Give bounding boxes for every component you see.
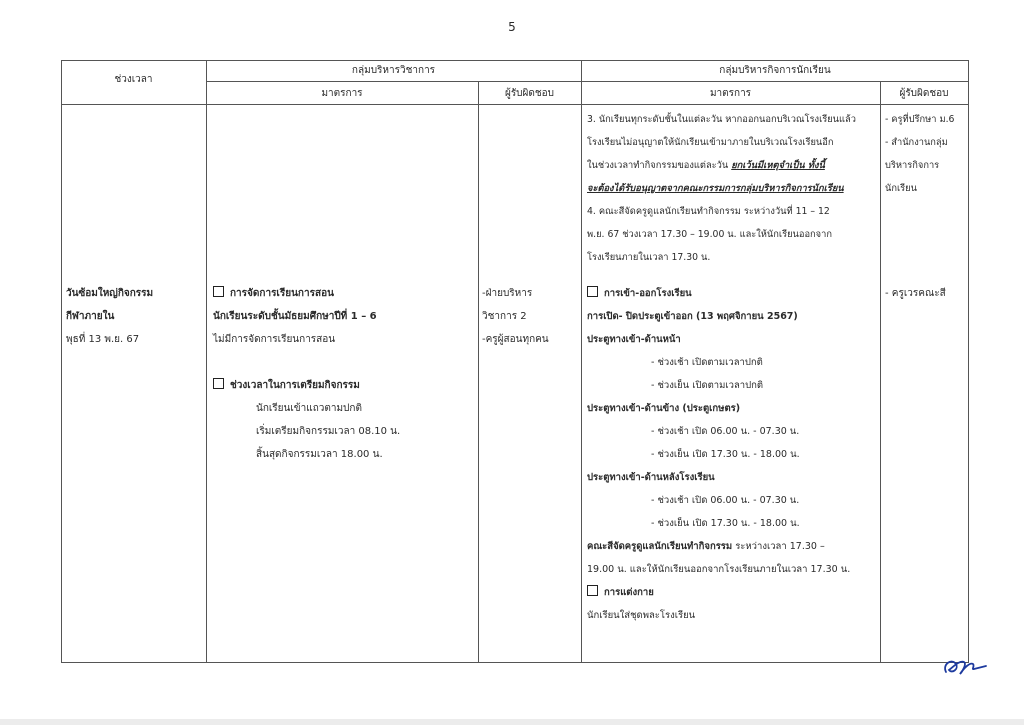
color-team-rest: ระหว่างเวลา 17.30 – bbox=[735, 541, 825, 552]
teaching-note: ไม่มีการจัดการเรียนการสอน bbox=[213, 334, 336, 345]
responsible-line: นักเรียน bbox=[885, 183, 917, 194]
gate-time: - ช่วงเย็น เปิด 17.30 น. - 18.00 น. bbox=[651, 449, 800, 460]
header-student-responsible: ผู้รับผิดชอบ bbox=[899, 88, 949, 99]
prep-line: สิ้นสุดกิจกรรมเวลา 18.00 น. bbox=[256, 449, 383, 460]
gate-time: - ช่วงเย็น เปิดตามเวลาปกติ bbox=[651, 380, 764, 391]
responsible-line: - สำนักงานกลุ่ม bbox=[885, 137, 948, 148]
prep-line: เริ่มเตรียมกิจกรรมเวลา 08.10 น. bbox=[256, 426, 401, 437]
back-gate: ประตูทางเข้า-ด้านหลังโรงเรียน bbox=[587, 472, 715, 483]
measure-line: โรงเรียนไม่อนุญาตให้นักเรียนเข้ามาภายในบริเวณโรงเรียนอีก bbox=[587, 137, 834, 148]
student-measures bbox=[587, 282, 850, 627]
checkbox-icon bbox=[213, 286, 224, 297]
gate-time: - ช่วงเย็น เปิด 17.30 น. - 18.00 น. bbox=[651, 518, 800, 529]
column-divider bbox=[206, 60, 207, 663]
header-academic-responsible: ผู้รับผิดชอบ bbox=[504, 88, 555, 99]
academic-measures bbox=[213, 282, 400, 466]
teaching-title bbox=[213, 282, 400, 305]
column-divider bbox=[581, 60, 582, 663]
table-border-bottom bbox=[61, 662, 969, 663]
table-border-left bbox=[61, 60, 62, 663]
header-academic-group: กลุ่มบริหารวิชาการ bbox=[351, 65, 436, 76]
table-border-top bbox=[61, 60, 969, 61]
column-divider bbox=[478, 81, 479, 663]
color-team-supervision bbox=[587, 535, 850, 558]
schedule-table bbox=[61, 60, 969, 663]
measure-line: จะต้องได้รับอนุญาตจากคณะกรรมการกลุ่มบริหารกิจการนักเรียน bbox=[587, 183, 844, 194]
header-academic-measures: มาตรการ bbox=[321, 88, 363, 99]
checkbox-icon bbox=[587, 585, 598, 596]
teaching-title-text: การจัดการเรียนการสอน bbox=[230, 288, 334, 299]
color-team-line2: 19.00 น. และให้นักเรียนออกจากโรงเรียนภายในเวลา 17.30 น. bbox=[587, 564, 851, 575]
dress-title bbox=[587, 581, 850, 604]
measure-emphasis: ยกเว้นมีเหตุจำเป็น ทั้งนี้ bbox=[731, 160, 825, 171]
student-measures-continued bbox=[587, 108, 856, 269]
gate-time: - ช่วงเช้า เปิด 06.00 น. - 07.30 น. bbox=[651, 495, 800, 506]
prep-title bbox=[213, 374, 400, 397]
header-time: ช่วงเวลา bbox=[114, 74, 153, 85]
column-divider bbox=[880, 81, 881, 663]
teaching-level: นักเรียนระดับชั้นมัธยมศึกษาปีที่ 1 – 6 bbox=[213, 311, 377, 322]
side-gate: ประตูทางเข้า-ด้านข้าง (ประตูเกษตร) bbox=[587, 403, 741, 414]
header-student-measures: มาตรการ bbox=[709, 88, 752, 99]
signature-icon bbox=[940, 652, 990, 680]
measure-line: พ.ย. 67 ช่วงเวลา 17.30 – 19.00 น. และให้นักเรียนออกจาก bbox=[587, 229, 832, 240]
student-responsible bbox=[885, 282, 946, 305]
gate-time: - ช่วงเช้า เปิดตามเวลาปกติ bbox=[651, 357, 763, 368]
prep-line: นักเรียนเข้าแถวตามปกติ bbox=[256, 403, 362, 414]
subheader-divider bbox=[206, 81, 969, 82]
dress-note: นักเรียนใส่ชุดพละโรงเรียน bbox=[587, 610, 696, 621]
academic-responsible bbox=[482, 282, 549, 351]
page-number: 5 bbox=[508, 20, 516, 34]
time-line: กีฬาภายใน bbox=[66, 311, 115, 322]
prep-title-text: ช่วงเวลาในการเตรียมกิจกรรม bbox=[230, 380, 360, 391]
gate-title bbox=[587, 282, 850, 305]
responsible-line: วิชาการ 2 bbox=[482, 311, 527, 322]
gate-hours: การเปิด- ปิดประตูเข้าออก (13 พฤศจิกายน 2567) bbox=[587, 311, 798, 322]
responsible-line: บริหารกิจการ bbox=[885, 160, 940, 171]
scan-edge bbox=[0, 719, 1024, 725]
header-student-group: กลุ่มบริหารกิจการนักเรียน bbox=[719, 65, 831, 76]
dress-title-text: การแต่งกาย bbox=[604, 587, 654, 598]
measure-line bbox=[587, 154, 856, 177]
responsible-line: - ครูเวรคณะสี bbox=[885, 288, 946, 299]
measure-line: 3. นักเรียนทุกระดับชั้นในแต่ละวัน หากออกนอกบริเวณโรงเรียนแล้ว bbox=[587, 114, 856, 125]
time-line: พุธที่ 13 พ.ย. 67 bbox=[66, 334, 140, 345]
front-gate: ประตูทางเข้า-ด้านหน้า bbox=[587, 334, 681, 345]
table-border-right bbox=[968, 60, 969, 663]
time-line: วันซ้อมใหญ่กิจกรรม bbox=[66, 288, 154, 299]
gate-title-text: การเข้า-ออกโรงเรียน bbox=[604, 288, 692, 299]
checkbox-icon bbox=[587, 286, 598, 297]
gate-time: - ช่วงเช้า เปิด 06.00 น. - 07.30 น. bbox=[651, 426, 800, 437]
measure-line: โรงเรียนภายในเวลา 17.30 น. bbox=[587, 252, 711, 263]
student-responsible-row1 bbox=[885, 108, 954, 200]
responsible-line: -ครูผู้สอนทุกคน bbox=[482, 334, 549, 345]
header-bottom-border bbox=[61, 104, 969, 105]
responsible-line: - ครูที่ปรึกษา ม.6 bbox=[885, 114, 955, 125]
spacer bbox=[213, 351, 400, 374]
measure-line: 4. คณะสีจัดครูดูแลนักเรียนทำกิจกรรม ระหว่างวันที่ 11 – 12 bbox=[587, 206, 830, 217]
time-period bbox=[66, 282, 153, 351]
checkbox-icon bbox=[213, 378, 224, 389]
color-team-bold: คณะสีจัดครูดูแลนักเรียนทำกิจกรรม bbox=[587, 541, 733, 552]
measure-text: ในช่วงเวลาทำกิจกรรมของแต่ละวัน bbox=[587, 160, 729, 171]
responsible-line: -ฝ่ายบริหาร bbox=[482, 288, 533, 299]
